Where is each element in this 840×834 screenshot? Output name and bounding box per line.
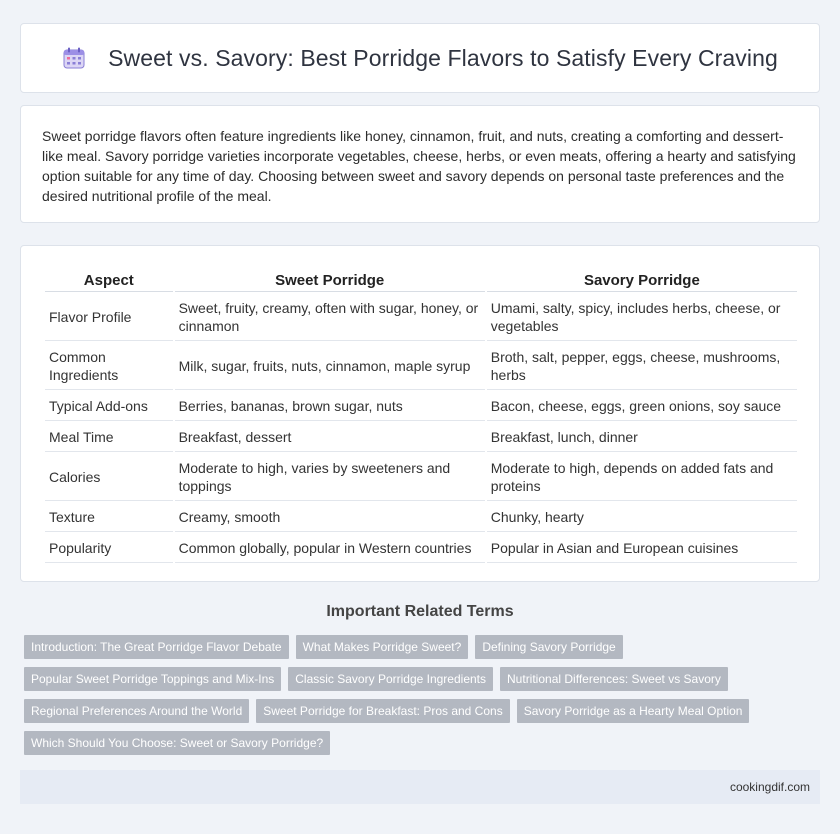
table-cell-sweet: Creamy, smooth xyxy=(175,503,485,532)
related-term-tag[interactable]: What Makes Porridge Sweet? xyxy=(296,635,469,659)
intro-paragraph: Sweet porridge flavors often feature ingredients like honey, cinnamon, fruit, and nuts, creating a comforting and dessert-like meal. Savory porridge varieties incorporate vegetables, cheese, herbs, or even meats, offering a hearty and satisfying option suitable for any time of day. Choosing between sweet and savory depends on personal taste preferences and the desired nutritional profile of the meal. xyxy=(42,128,796,204)
related-term-tag[interactable]: Nutritional Differences: Sweet vs Savory xyxy=(500,667,728,691)
table-cell-savory: Chunky, hearty xyxy=(487,503,797,532)
column-header-aspect: Aspect xyxy=(45,268,173,292)
footer xyxy=(20,770,820,804)
table-cell-sweet: Breakfast, dessert xyxy=(175,423,485,452)
table-row xyxy=(45,534,797,563)
table-cell-savory: Umami, salty, spicy, includes herbs, cheese, or vegetables xyxy=(487,294,797,341)
column-header-sweet: Sweet Porridge xyxy=(175,268,485,292)
table-cell-savory: Popular in Asian and European cuisines xyxy=(487,534,797,563)
table-row xyxy=(45,343,797,390)
column-header-savory: Savory Porridge xyxy=(487,268,797,292)
related-term-tag[interactable]: Regional Preferences Around the World xyxy=(24,699,249,723)
table-header-row xyxy=(45,268,797,292)
table-row xyxy=(45,392,797,421)
header-card xyxy=(20,23,820,93)
table-cell-aspect: Texture xyxy=(45,503,173,532)
calendar-icon xyxy=(62,46,86,70)
table-cell-sweet: Common globally, popular in Western countries xyxy=(175,534,485,563)
comparison-table xyxy=(43,266,799,565)
related-term-tag[interactable]: Sweet Porridge for Breakfast: Pros and Cons xyxy=(256,699,509,723)
table-row xyxy=(45,454,797,501)
site-link[interactable]: cookingdif.com xyxy=(729,780,810,794)
related-term-tag[interactable]: Savory Porridge as a Hearty Meal Option xyxy=(517,699,750,723)
page-title: Sweet vs. Savory: Best Porridge Flavors to Satisfy Every Craving xyxy=(108,44,778,71)
related-term-tag[interactable]: Popular Sweet Porridge Toppings and Mix-Ins xyxy=(24,667,281,691)
table-cell-savory: Bacon, cheese, eggs, green onions, soy sauce xyxy=(487,392,797,421)
related-term-tag[interactable]: Classic Savory Porridge Ingredients xyxy=(288,667,493,691)
related-term-tag[interactable]: Introduction: The Great Porridge Flavor Debate xyxy=(24,635,289,659)
header xyxy=(62,45,778,72)
table-cell-aspect: Common Ingredients xyxy=(45,343,173,390)
related-term-tag[interactable]: Which Should You Choose: Sweet or Savory Porridge? xyxy=(24,731,330,755)
table-cell-aspect: Meal Time xyxy=(45,423,173,452)
intro-card xyxy=(20,105,820,223)
table-cell-sweet: Moderate to high, varies by sweeteners and toppings xyxy=(175,454,485,501)
table-cell-aspect: Calories xyxy=(45,454,173,501)
table-cell-savory: Breakfast, lunch, dinner xyxy=(487,423,797,452)
table-row xyxy=(45,503,797,532)
table-cell-sweet: Sweet, fruity, creamy, often with sugar, honey, or cinnamon xyxy=(175,294,485,341)
table-cell-aspect: Typical Add-ons xyxy=(45,392,173,421)
related-terms-list xyxy=(24,635,804,763)
table-cell-aspect: Flavor Profile xyxy=(45,294,173,341)
table-cell-sweet: Milk, sugar, fruits, nuts, cinnamon, maple syrup xyxy=(175,343,485,390)
table-cell-savory: Moderate to high, depends on added fats and proteins xyxy=(487,454,797,501)
related-term-tag[interactable]: Defining Savory Porridge xyxy=(475,635,622,659)
table-row xyxy=(45,294,797,341)
related-terms-title: Important Related Terms xyxy=(326,603,514,620)
table-row xyxy=(45,423,797,452)
table-cell-sweet: Berries, bananas, brown sugar, nuts xyxy=(175,392,485,421)
comparison-table-card xyxy=(20,245,820,582)
table-cell-aspect: Popularity xyxy=(45,534,173,563)
table-cell-savory: Broth, salt, pepper, eggs, cheese, mushrooms, herbs xyxy=(487,343,797,390)
